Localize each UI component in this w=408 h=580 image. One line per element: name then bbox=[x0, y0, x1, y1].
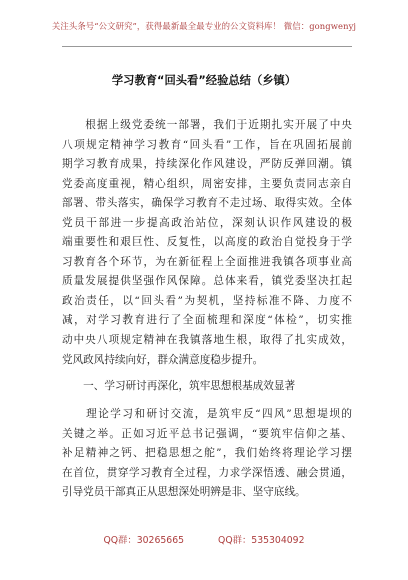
paragraph-line: 理论学习和研讨交流，是筑牢反“四风”思想堤坝的 bbox=[62, 408, 352, 420]
paragraph-line: 减，对学习教育进行了全面梳理和深度“体检”，切实推 bbox=[62, 314, 352, 327]
paragraph-line: 政治责任，以“回头看”为契机，坚持标准不降、力度不 bbox=[62, 294, 352, 307]
paragraph-line: 端重要性和艰巨性、反复性，以高度的政治自觉投身于学 bbox=[62, 236, 352, 249]
footer-contact bbox=[0, 534, 408, 547]
paragraph-line: 在首位，贯穿学习教育全过程，力求学深悟透、融会贯通， bbox=[62, 466, 352, 479]
paragraph-intro bbox=[62, 116, 352, 370]
paragraph-line: 补足精神之钙、把稳思想之舵”，我们始终将理论学习摆 bbox=[62, 447, 352, 460]
header-banner: 关注头条号“公文研究”，获得最新最全最专业的公文资料库！ 微信：gongwenyj bbox=[51, 21, 357, 31]
paragraph-line: 质量发展提供坚强作风保障。总体来看，镇党委坚决扛起 bbox=[62, 275, 352, 288]
document-title: 学习教育“回头看”经验总结（乡镇） bbox=[111, 74, 297, 87]
paragraph-line: 动中央八项规定精神在我镇落地生根，取得了扎实成效， bbox=[62, 334, 352, 347]
paragraph-line: 党员干部进一步提高政治站位，深刻认识作风建设的极 bbox=[62, 216, 352, 229]
paragraph-line: 关键之举。正如习近平总书记强调，“要筑牢信仰之基、 bbox=[62, 427, 352, 440]
qq-group-left: QQ群：30265665 bbox=[103, 535, 185, 546]
paragraph-line: 部署、带头落实，确保学习教育不走过场、取得实效。全体 bbox=[62, 197, 352, 210]
paragraph-study bbox=[62, 405, 352, 503]
paragraph-line: 期学习教育成果，持续深化作风建设，严防反弹回潮。镇 bbox=[62, 158, 352, 171]
paragraph-line: 党委高度重视，精心组织，周密安排，主要负责同志亲自 bbox=[62, 177, 352, 190]
paragraph-line: 八项规定精神学习教育“回头看”工作，旨在巩固拓展前 bbox=[62, 138, 352, 151]
paragraph-line: 根据上级党委统一部署，我们于近期扎实开展了中央 bbox=[62, 119, 352, 131]
qq-group-right: QQ群：535304092 bbox=[218, 535, 305, 546]
section-heading: 一、学习研讨再深化，筑牢思想根基成效显著 bbox=[62, 380, 296, 392]
paragraph-line: 党风政风持续向好，群众满意度稳步提升。 bbox=[62, 353, 264, 366]
paragraph-line: 引导党员干部真正从思想深处明辨是非、坚守底线。 bbox=[62, 486, 306, 499]
paragraph-line: 习教育各个环节，为在新征程上全面推进我镇各项事业高 bbox=[62, 255, 352, 268]
header-divider bbox=[62, 46, 352, 47]
